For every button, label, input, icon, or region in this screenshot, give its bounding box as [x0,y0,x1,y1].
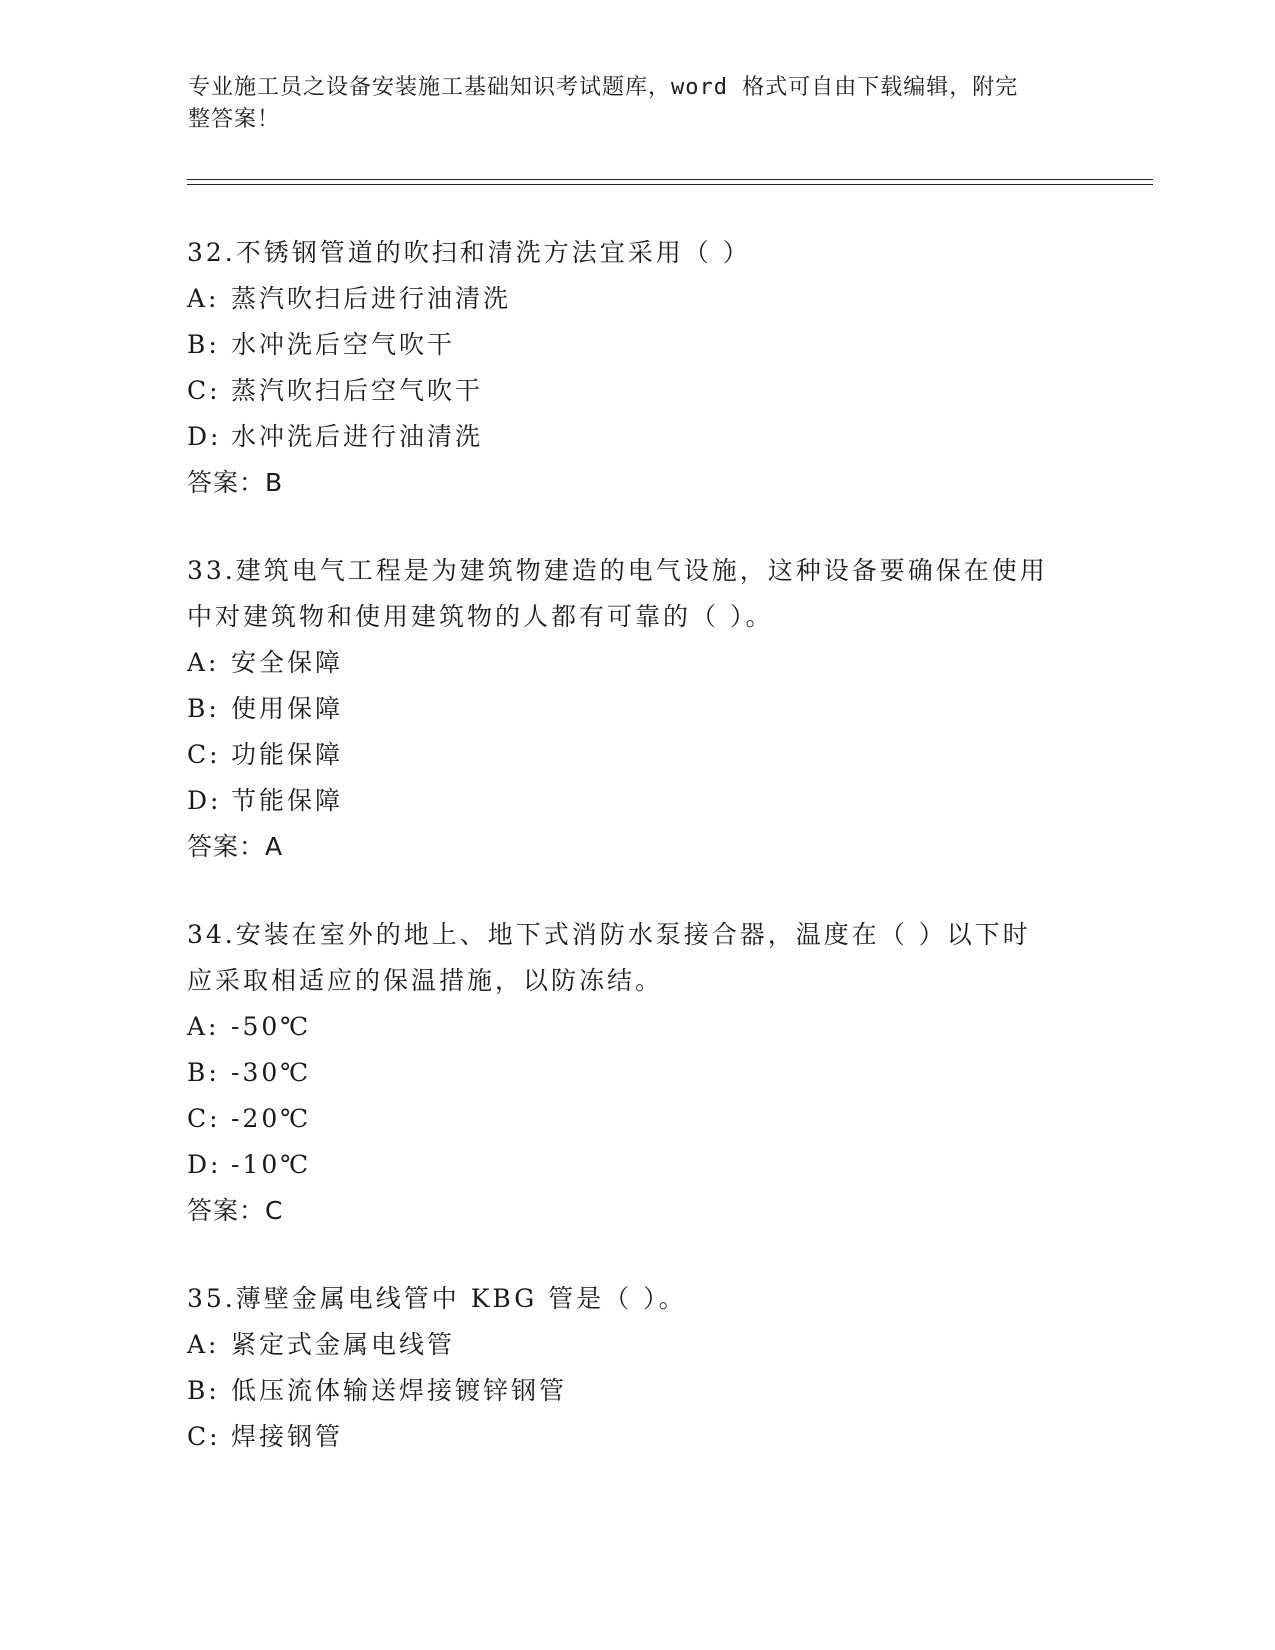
option-key: C: [187,1104,221,1133]
option-key: C: [187,740,221,769]
option-row [187,276,1087,322]
option-text: 使用保障 [231,694,344,723]
option-text: 节能保障 [231,786,344,815]
option-row [187,1096,1087,1142]
option-row [187,778,1087,824]
option-row [187,414,1087,460]
question-block [187,548,1087,870]
option-key: B: [187,694,220,723]
option-text: 功能保障 [231,740,344,769]
option-row [187,1142,1087,1188]
question-stem: 中对建筑物和使用建筑物的人都有可靠的（ ）。 [187,602,774,631]
option-row [187,1004,1087,1050]
option-key: D: [187,786,222,815]
option-key: A: [187,648,220,677]
option-text: -30℃ [231,1058,312,1087]
header-divider-top [187,179,1153,180]
option-text: -50℃ [231,1012,312,1041]
option-key: D: [187,422,222,451]
option-row [187,1368,1087,1414]
option-text: 低压流体输送焊接镀锌钢管 [231,1376,568,1405]
option-key: A: [187,284,220,313]
option-row [187,1414,1087,1460]
option-key: C: [187,376,221,405]
header-line-2: 整答案！ [188,107,281,132]
option-text: -20℃ [231,1104,312,1133]
question-stem: 应采取相适应的保温措施，以防冻结。 [187,966,664,995]
option-row [187,1322,1087,1368]
question-block [187,912,1087,1234]
header-divider-bottom [187,184,1153,185]
option-key: B: [187,1058,220,1087]
option-key: A: [187,1012,220,1041]
document-header [188,72,1068,136]
option-row [187,1050,1087,1096]
option-text: -10℃ [231,1150,312,1179]
header-line-1: 专业施工员之设备安装施工基础知识考试题库，word 格式可自由下载编辑，附完 [188,75,1019,100]
option-text: 安全保障 [231,648,344,677]
answer-line: 答案：A [187,832,284,861]
option-row [187,322,1087,368]
option-key: A: [187,1330,220,1359]
option-row [187,640,1087,686]
answer-line: 答案：C [187,1196,284,1225]
question-stem: 35.薄壁金属电线管中 KBG 管是（ ）。 [187,1284,687,1313]
option-row [187,732,1087,778]
question-stem: 33.建筑电气工程是为建筑物建造的电气设施，这种设备要确保在使用 [187,556,1048,585]
option-text: 焊接钢管 [231,1422,344,1451]
answer-line: 答案：B [187,468,284,497]
option-key: C: [187,1422,221,1451]
option-text: 水冲洗后进行油清洗 [231,422,484,451]
question-list [187,230,1087,1502]
option-text: 蒸汽吹扫后空气吹干 [231,376,484,405]
option-text: 蒸汽吹扫后进行油清洗 [231,284,512,313]
option-key: D: [187,1150,222,1179]
option-key: B: [187,330,220,359]
option-text: 水冲洗后空气吹干 [231,330,456,359]
question-stem: 32.不锈钢管道的吹扫和清洗方法宜采用（ ） [187,238,751,267]
option-key: B: [187,1376,220,1405]
option-text: 紧定式金属电线管 [231,1330,456,1359]
option-row [187,686,1087,732]
option-row [187,368,1087,414]
question-stem: 34.安装在室外的地上、地下式消防水泵接合器，温度在（ ）以下时 [187,920,1031,949]
question-block [187,230,1087,506]
question-block [187,1276,1087,1460]
